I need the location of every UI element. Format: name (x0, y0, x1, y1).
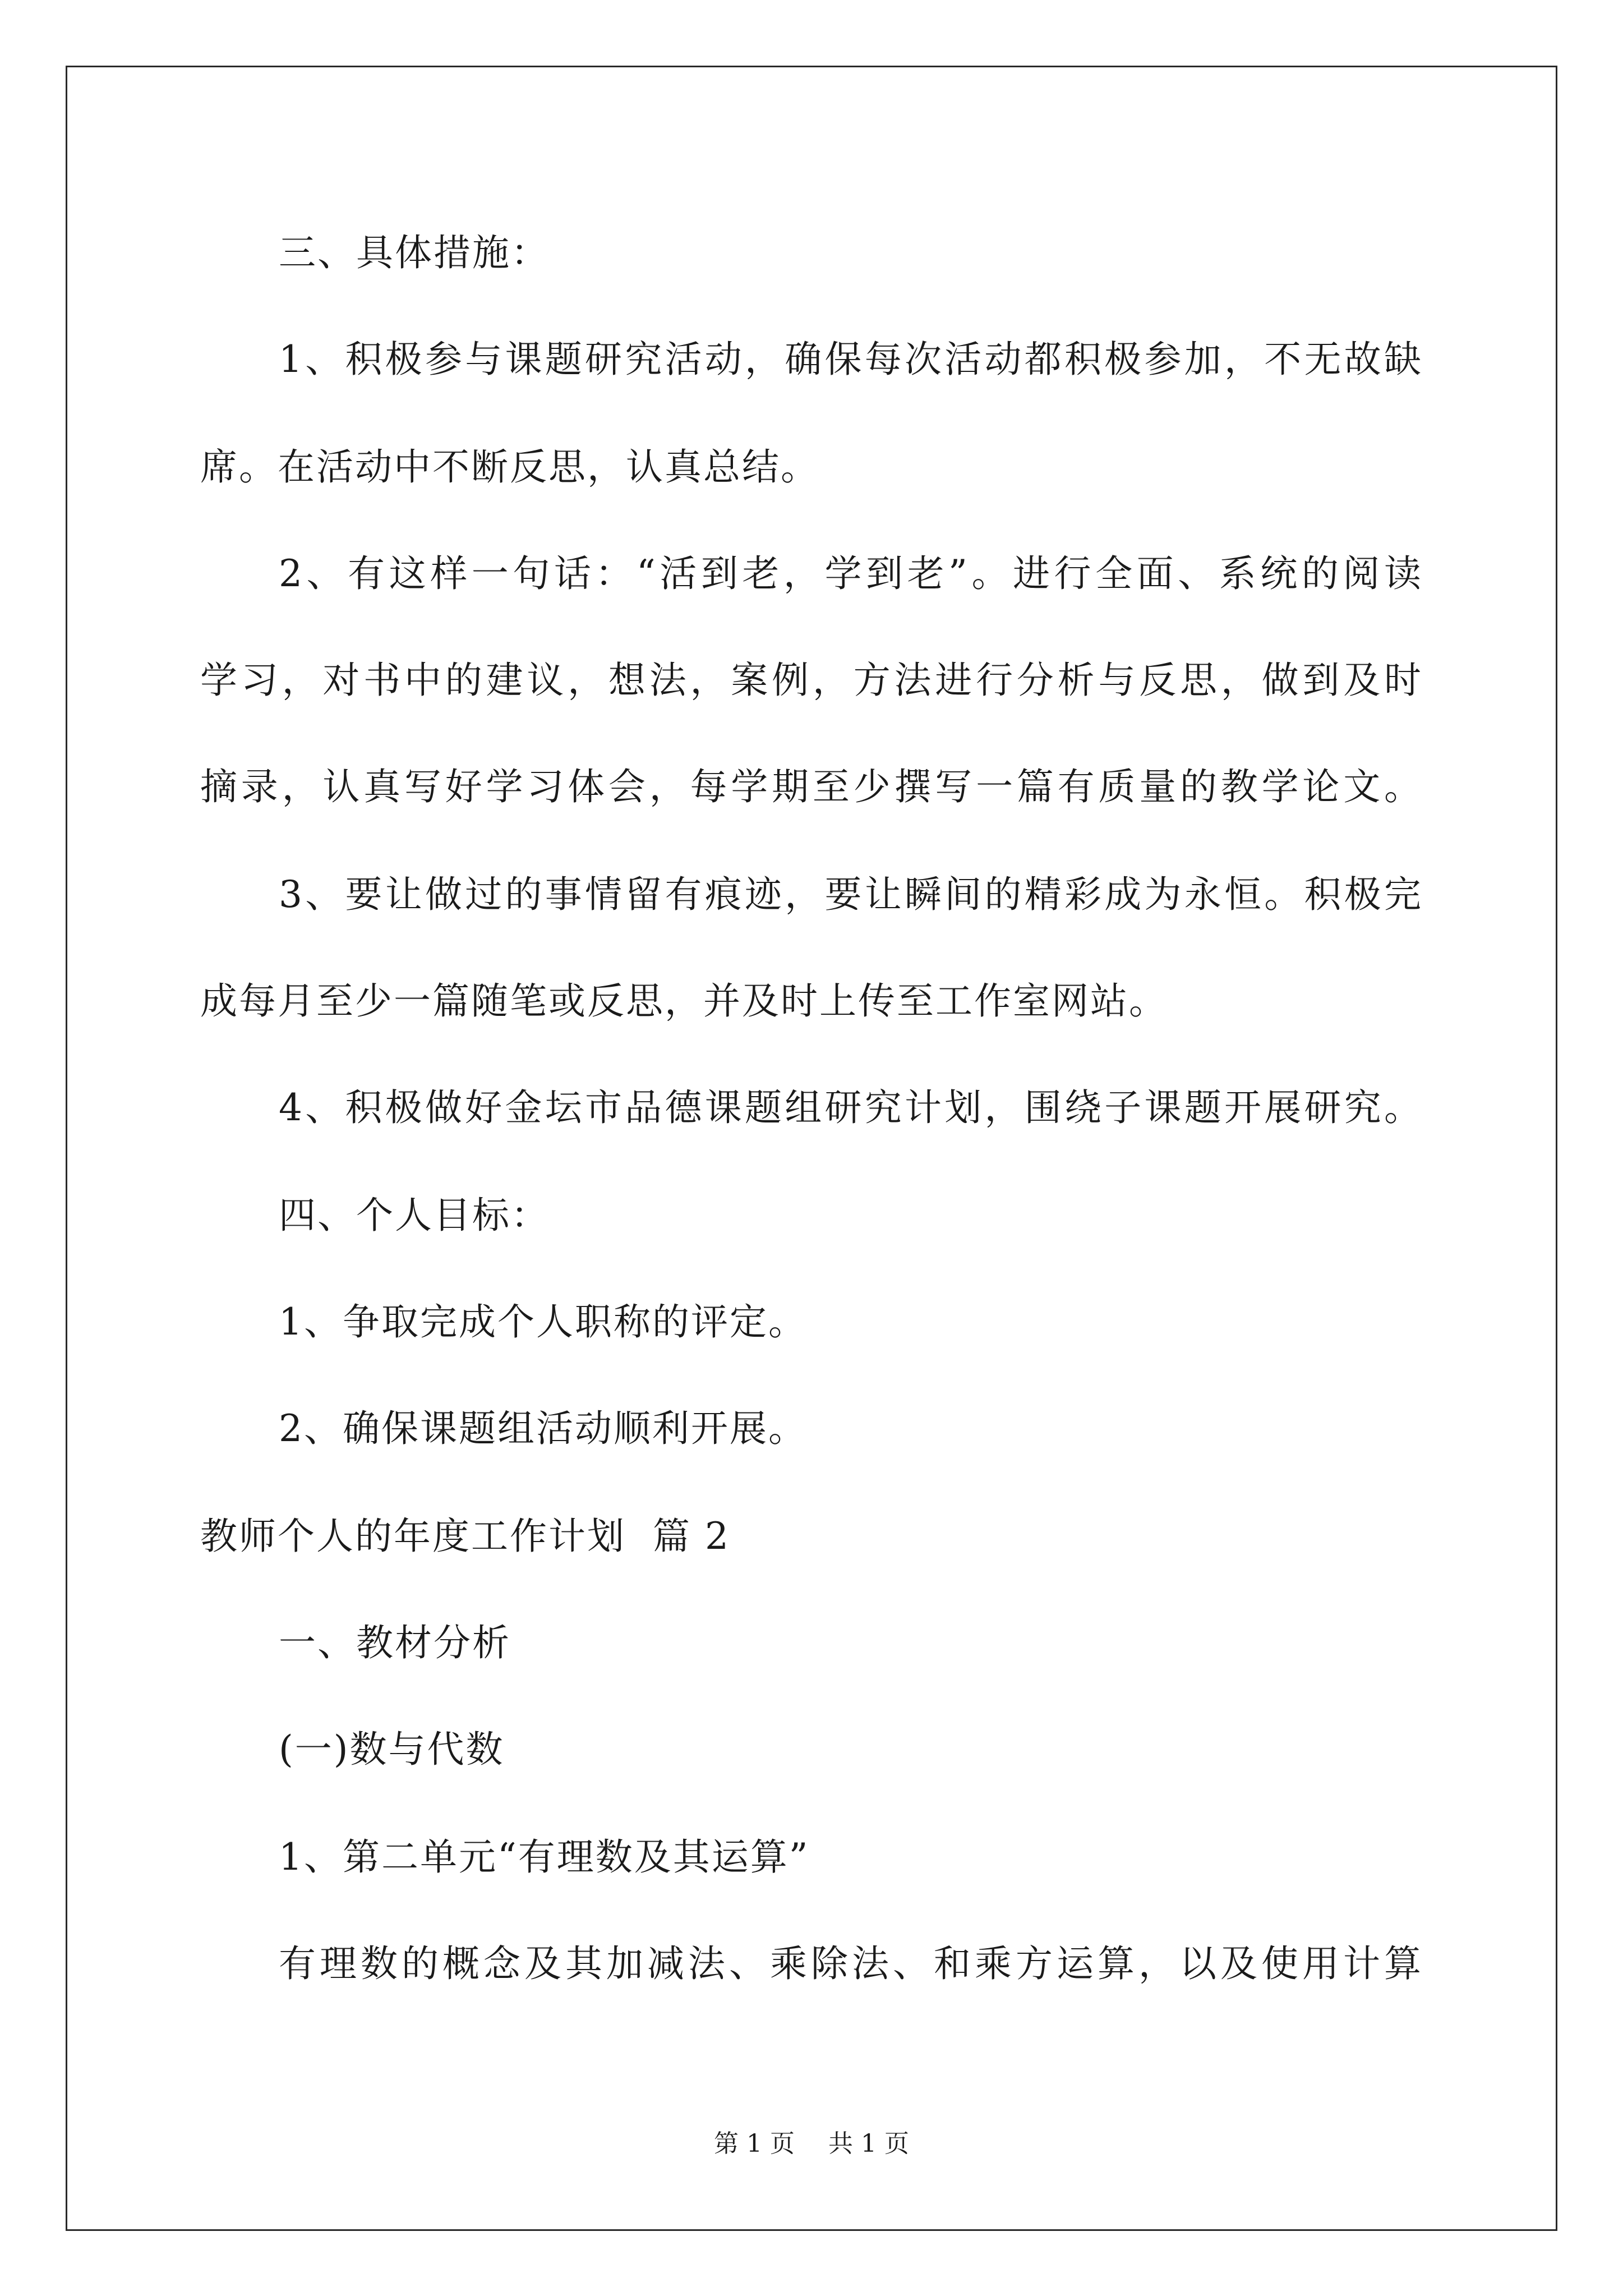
paragraph-line: 1、积极参与课题研究活动，确保每次活动都积极参加，不无故缺 (279, 338, 1423, 381)
page-number: 第 1 页 (714, 2129, 795, 2158)
paragraph-line: 有理数的概念及其加减法、乘除法、和乘方运算，以及使用计算 (279, 1942, 1423, 1985)
page-footer (0, 2129, 1623, 2158)
page-total: 共 1 页 (828, 2129, 909, 2158)
section-heading-textbook: 一、教材分析 (279, 1621, 511, 1664)
paragraph-line: 2、有这样一句话：“活到老，学到老”。进行全面、系统的阅读 (279, 552, 1423, 595)
paragraph-line: 席。在活动中不断反思，认真总结。 (200, 445, 819, 489)
paragraph-line: 1、争取完成个人职称的评定。 (279, 1300, 807, 1343)
document-title: 教师个人的年度工作计划 篇 2 (200, 1515, 730, 1558)
section-heading-goals: 四、个人目标： (279, 1194, 550, 1237)
unit-heading: 1、第二单元“有理数及其运算” (279, 1835, 810, 1879)
paragraph-line: 3、要让做过的事情留有痕迹，要让瞬间的精彩成为永恒。积极完 (279, 873, 1423, 916)
paragraph-line: 学习，对书中的建议，想法，案例，方法进行分析与反思，做到及时 (200, 659, 1423, 702)
paragraph-line: 2、确保课题组活动顺利开展。 (279, 1407, 807, 1450)
paragraph-line: 4、积极做好金坛市品德课题组研究计划，围绕子课题开展研究。 (279, 1086, 1423, 1129)
paragraph-line: 摘录，认真写好学习体会，每学期至少撰写一篇有质量的教学论文。 (200, 765, 1423, 808)
subsection-heading: (一)数与代数 (279, 1728, 505, 1771)
page-border (66, 66, 1557, 2231)
paragraph-line: 成每月至少一篇随笔或反思，并及时上传至工作室网站。 (200, 979, 1168, 1023)
section-heading-measures: 三、具体措施： (279, 231, 550, 274)
